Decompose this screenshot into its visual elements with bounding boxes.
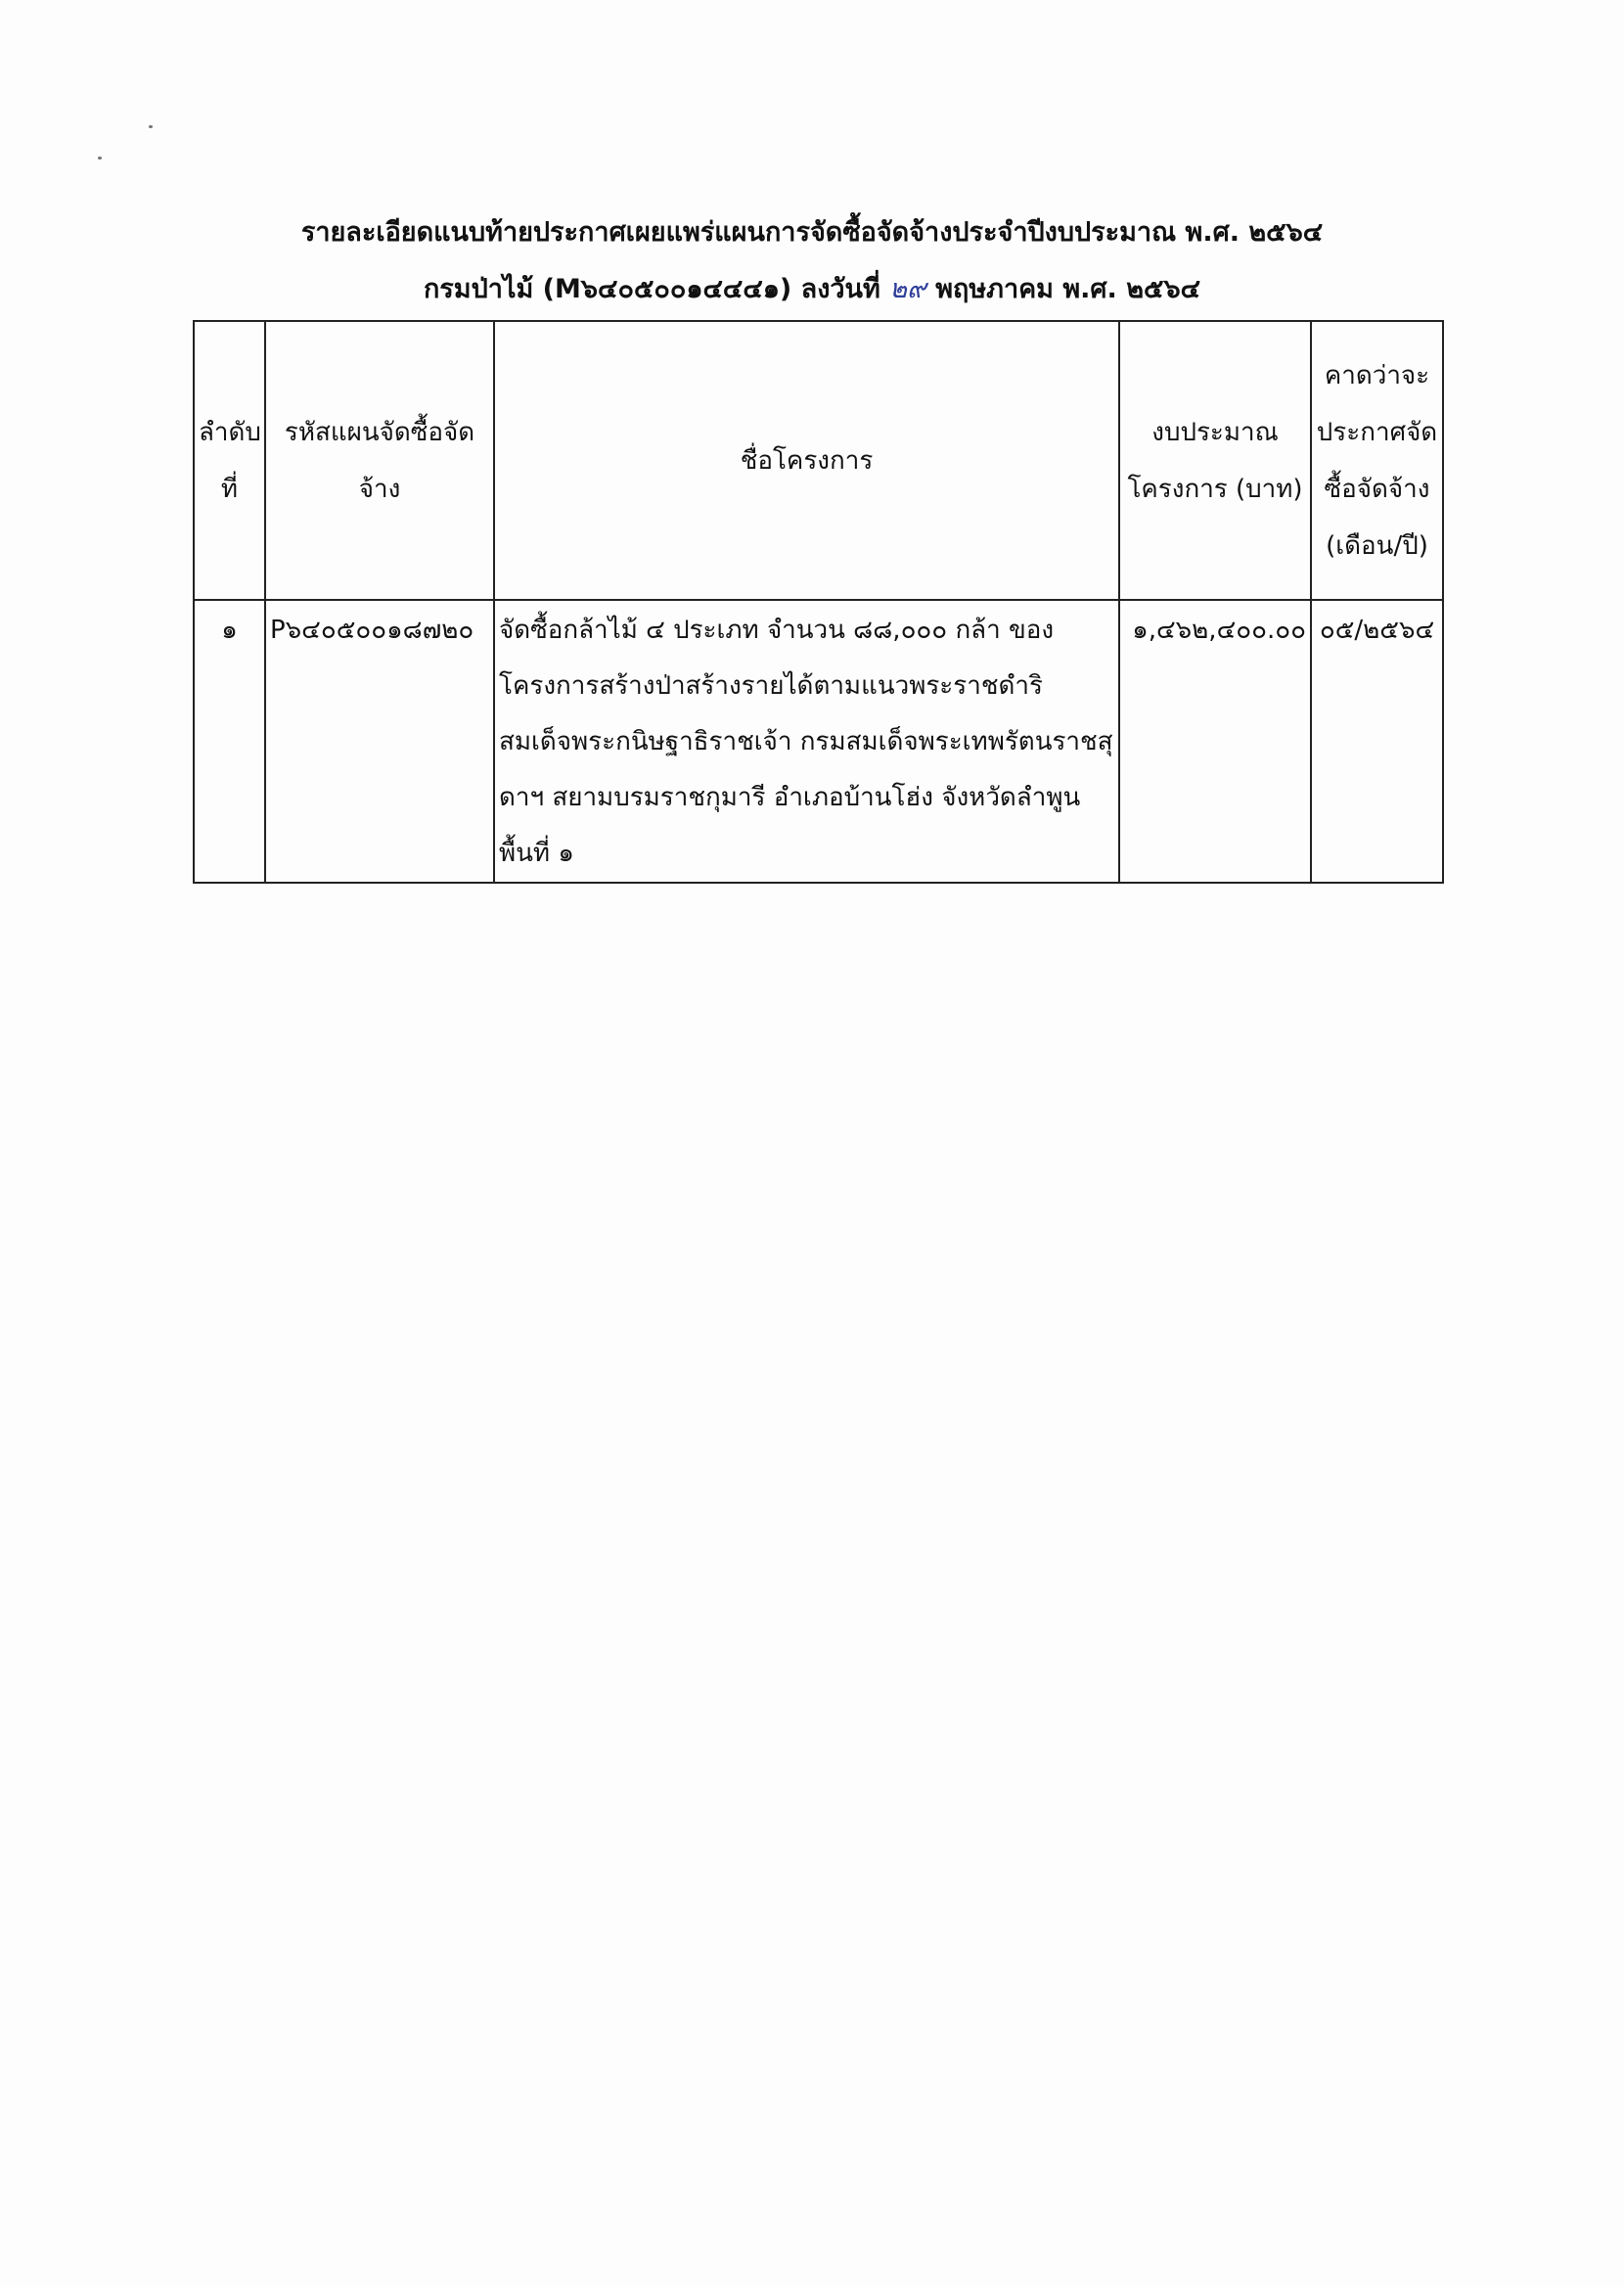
column-header-no: ลำดับที่ — [194, 321, 265, 600]
cell-budget: ๑,๔๖๒,๔๐๐.๐๐ — [1119, 600, 1311, 883]
scan-speck — [98, 157, 102, 160]
procurement-plan-table — [193, 320, 1444, 884]
scan-speck — [149, 125, 153, 128]
document-subtitle — [0, 270, 1624, 309]
cell-plan-code: P๖๔๐๕๐๐๑๘๗๒๐ — [265, 600, 494, 883]
table-header-row — [194, 321, 1443, 600]
column-header-expected-date: คาดว่าจะประกาศจัดซื้อจัดจ้าง (เดือน/ปี) — [1311, 321, 1443, 600]
cell-expected-date: ๐๕/๒๕๖๔ — [1311, 600, 1443, 883]
subtitle-prefix: กรมป่าไม้ (M๖๔๐๕๐๐๑๔๔๔๑) ลงวันที่ — [423, 274, 880, 304]
column-header-budget: งบประมาณโครงการ (บาท) — [1119, 321, 1311, 600]
handwritten-day: ๒๙ — [889, 274, 926, 304]
column-header-project-name: ชื่อโครงการ — [494, 321, 1119, 600]
cell-project-name: จัดซื้อกล้าไม้ ๔ ประเภท จำนวน ๘๘,๐๐๐ กล้า ของโครงการสร้างป่าสร้างรายได้ตามแนวพระราชดำริ สมเด็จพระกนิษฐาธิราชเจ้า กรมสมเด็จพระเทพรัตนราชสุดาฯ สยามบรมราชกุมารี อำเภอบ้านโฮ่ง จังหวัดลำพูน พื้นที่ ๑ — [494, 600, 1119, 883]
column-header-plan-code: รหัสแผนจัดซื้อจัดจ้าง — [265, 321, 494, 600]
subtitle-suffix: พฤษภาคม พ.ศ. ๒๕๖๔ — [935, 274, 1201, 304]
cell-no: ๑ — [194, 600, 265, 883]
document-title: รายละเอียดแนบท้ายประกาศเผยแพร่แผนการจัดซื้อจัดจ้างประจำปีงบประมาณ พ.ศ. ๒๕๖๔ — [300, 217, 1324, 248]
table-row — [194, 600, 1443, 883]
